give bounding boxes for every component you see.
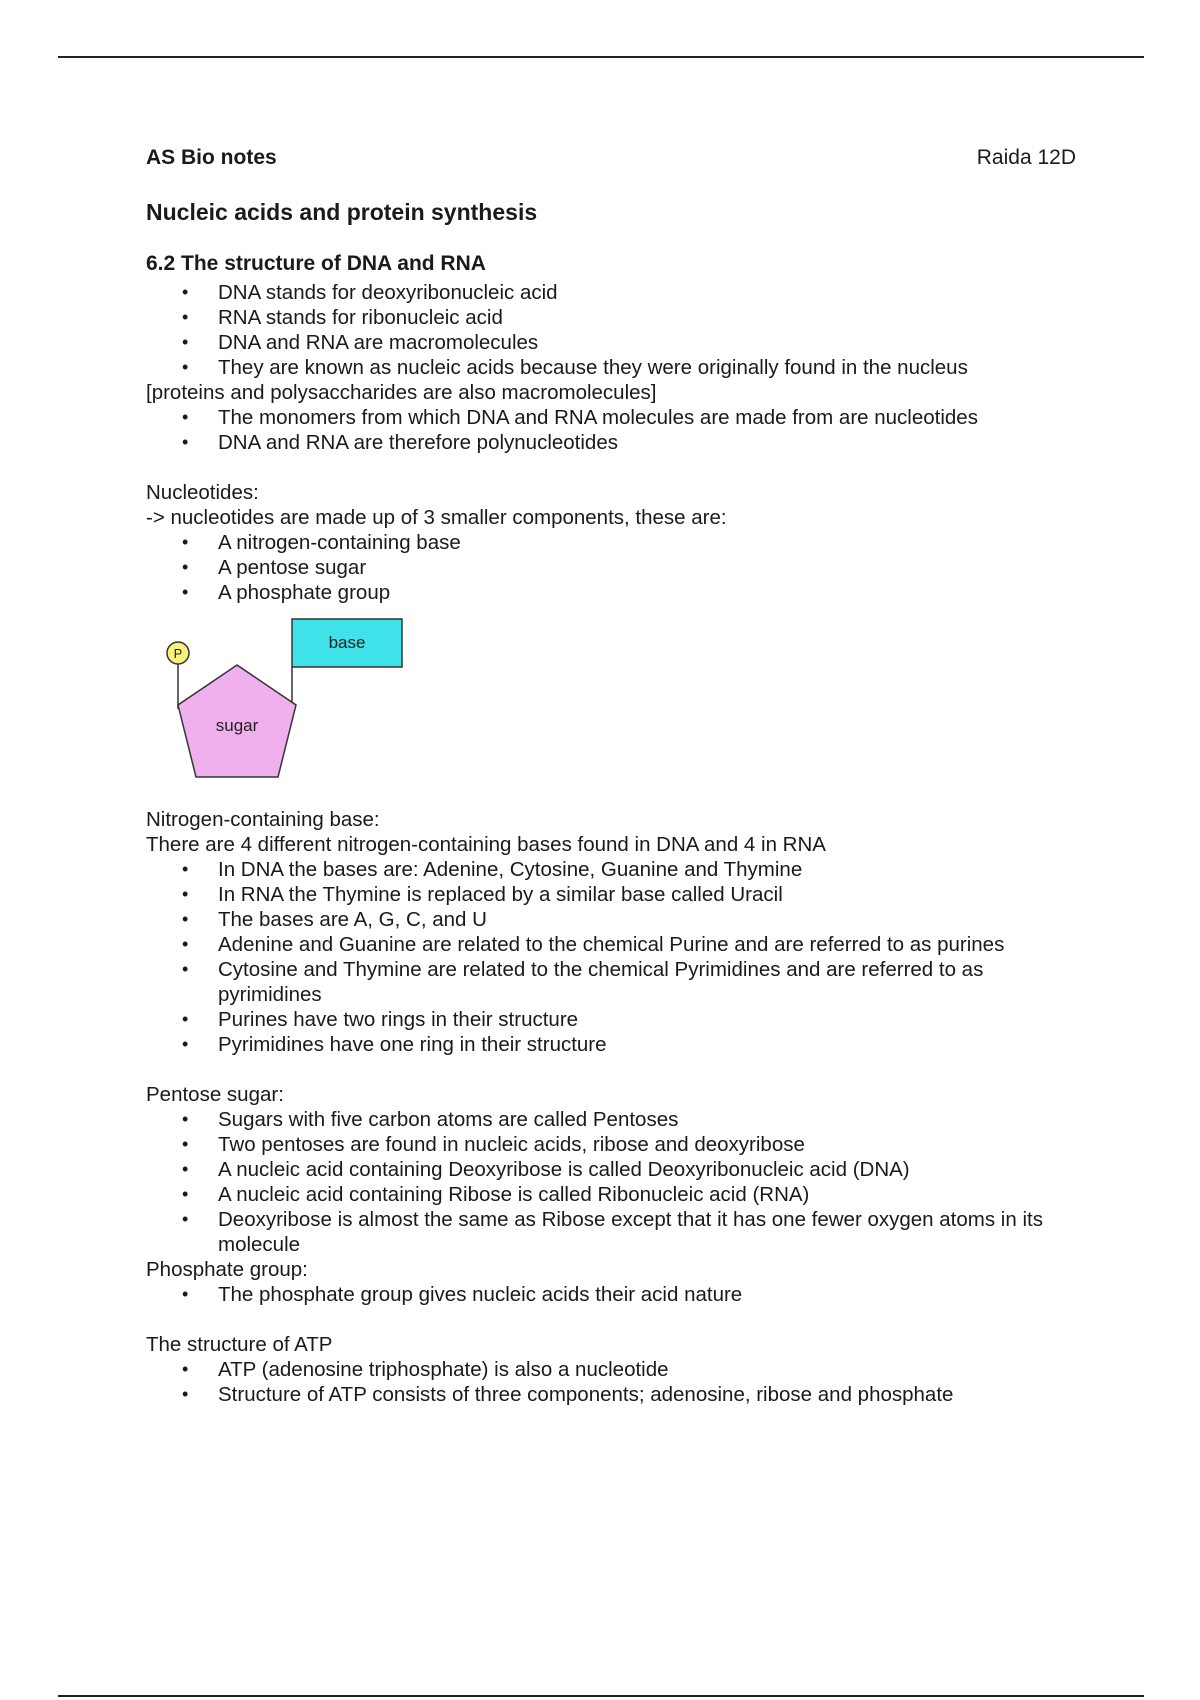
header-subject: AS Bio notes <box>146 146 277 169</box>
monomer-bullet-list <box>146 405 1076 455</box>
list-item: • Two pentoses are found in nucleic acids, ribose and deoxyribose <box>146 1132 1076 1157</box>
phosphate-label: P <box>173 646 183 661</box>
list-item: • DNA and RNA are macromolecules <box>146 330 1076 355</box>
bases-bullet-list <box>146 857 1076 1057</box>
nucleotides-intro: -> nucleotides are made up of 3 smaller components, these are: <box>146 506 727 529</box>
macromolecules-note: [proteins and polysaccharides are also macromolecules] <box>146 381 657 404</box>
page-title: Nucleic acids and protein synthesis <box>146 199 538 225</box>
nucleotide-diagram <box>152 617 412 797</box>
sugar-label: sugar <box>215 716 259 735</box>
list-item: • Adenine and Guanine are related to the chemical Purine and are referred to as purines <box>146 932 1076 957</box>
list-item: • They are known as nucleic acids because they were originally found in the nucleus <box>146 355 1076 380</box>
list-item: • A pentose sugar <box>146 555 1076 580</box>
document-header <box>146 146 1076 170</box>
dna-rna-bullet-list <box>146 280 1076 380</box>
list-item: • In DNA the bases are: Adenine, Cytosine, Guanine and Thymine <box>146 857 1076 882</box>
atp-heading: The structure of ATP <box>146 1333 333 1356</box>
document-page <box>146 140 1076 1407</box>
list-item: • ATP (adenosine triphosphate) is also a nucleotide <box>146 1357 1076 1382</box>
list-item: • The monomers from which DNA and RNA molecules are made from are nucleotides <box>146 405 1076 430</box>
list-item: • DNA and RNA are therefore polynucleotides <box>146 430 1076 455</box>
list-item: • A phosphate group <box>146 580 1076 605</box>
phosphate-heading: Phosphate group: <box>146 1258 308 1281</box>
header-author: Raida 12D <box>976 146 1076 169</box>
list-item: • A nucleic acid containing Deoxyribose is called Deoxyribonucleic acid (DNA) <box>146 1157 1076 1182</box>
pentose-bullet-list <box>146 1107 1076 1257</box>
list-item: • Purines have two rings in their structure <box>146 1007 1076 1032</box>
list-item: • Cytosine and Thymine are related to the chemical Pyrimidines and are referred to as pyrimidines <box>146 957 1076 1007</box>
nucleotide-svg <box>152 617 412 797</box>
list-item: • DNA stands for deoxyribonucleic acid <box>146 280 1076 305</box>
nucleotide-components-list <box>146 530 1076 605</box>
list-item: • The phosphate group gives nucleic acids their acid nature <box>146 1282 1076 1307</box>
top-rule <box>58 56 1144 58</box>
bases-heading: Nitrogen-containing base: <box>146 808 380 831</box>
phosphate-bullet-list <box>146 1282 1076 1307</box>
list-item: • A nucleic acid containing Ribose is called Ribonucleic acid (RNA) <box>146 1182 1076 1207</box>
bottom-rule <box>58 1695 1144 1697</box>
list-item: • In RNA the Thymine is replaced by a similar base called Uracil <box>146 882 1076 907</box>
list-item: • Structure of ATP consists of three components; adenosine, ribose and phosphate <box>146 1382 1076 1407</box>
base-label: base <box>328 633 366 652</box>
list-item: • Deoxyribose is almost the same as Ribose except that it has one fewer oxygen atoms in its molecule <box>146 1207 1076 1257</box>
section-heading: 6.2 The structure of DNA and RNA <box>146 252 486 275</box>
bases-intro: There are 4 different nitrogen-containing bases found in DNA and 4 in RNA <box>146 833 826 856</box>
list-item: • RNA stands for ribonucleic acid <box>146 305 1076 330</box>
pentose-heading: Pentose sugar: <box>146 1083 284 1106</box>
list-item: • Sugars with five carbon atoms are called Pentoses <box>146 1107 1076 1132</box>
list-item: • A nitrogen-containing base <box>146 530 1076 555</box>
nucleotides-heading: Nucleotides: <box>146 481 259 504</box>
atp-bullet-list <box>146 1357 1076 1407</box>
list-item: • Pyrimidines have one ring in their structure <box>146 1032 1076 1057</box>
list-item: • The bases are A, G, C, and U <box>146 907 1076 932</box>
